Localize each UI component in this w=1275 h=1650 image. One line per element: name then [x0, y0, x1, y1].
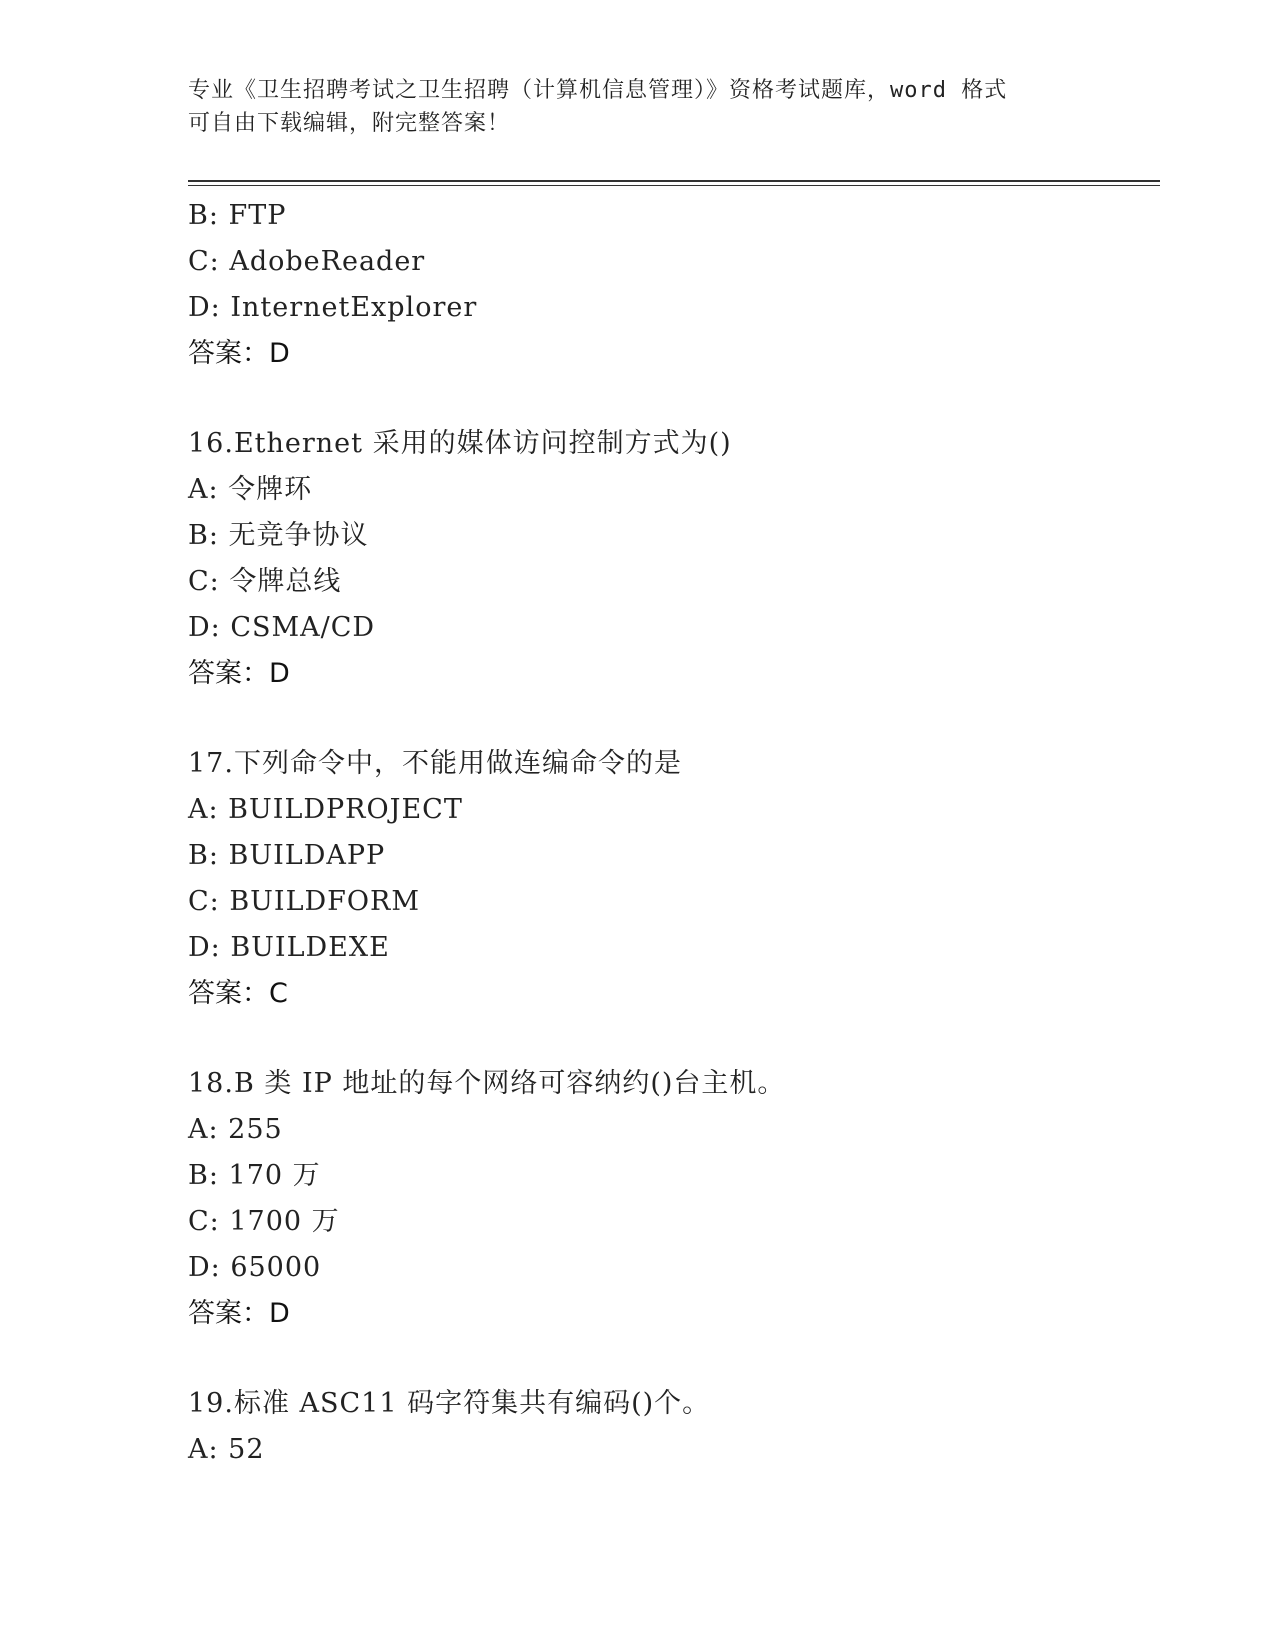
answer-line: 答案：D — [188, 658, 290, 689]
answer-line: 答案：C — [188, 978, 288, 1009]
option-b: B: 无竞争协议 — [188, 520, 369, 551]
question-block-19 — [188, 1381, 1148, 1473]
header-divider-top — [188, 180, 1160, 182]
document-header — [188, 74, 1088, 140]
option-d: D: CSMA/CD — [188, 612, 376, 643]
question-stem: 16.Ethernet 采用的媒体访问控制方式为() — [188, 428, 732, 459]
question-stem: 18.B 类 IP 地址的每个网络可容纳约()台主机。 — [188, 1068, 786, 1099]
option-a: A: 令牌环 — [188, 474, 313, 505]
question-list — [188, 193, 1148, 1473]
option-a: A: 255 — [188, 1114, 283, 1145]
answer-line: 答案：D — [188, 338, 290, 369]
header-line-1: 专业《卫生招聘考试之卫生招聘（计算机信息管理）》资格考试题库，word 格式 — [188, 78, 1008, 103]
question-block-18 — [188, 1061, 1148, 1337]
option-c: C: 1700 万 — [188, 1206, 340, 1237]
option-d: D: BUILDEXE — [188, 932, 390, 963]
question-stem: 17.下列命令中，不能用做连编命令的是 — [188, 748, 682, 779]
option-b: B: 170 万 — [188, 1160, 321, 1191]
header-divider-bottom — [188, 185, 1160, 186]
question-stem: 19.标准 ASC11 码字符集共有编码()个。 — [188, 1388, 711, 1419]
option-a: A: 52 — [188, 1434, 265, 1465]
question-block-16 — [188, 421, 1148, 697]
option-b: B: FTP — [188, 200, 287, 231]
question-block-17 — [188, 741, 1148, 1017]
option-c: C: 令牌总线 — [188, 566, 342, 597]
option-b: B: BUILDAPP — [188, 840, 386, 871]
question-block-partial — [188, 193, 1148, 377]
option-d: D: 65000 — [188, 1252, 322, 1283]
option-d: D: InternetExplorer — [188, 292, 478, 323]
option-c: C: BUILDFORM — [188, 886, 421, 917]
header-line-2: 可自由下载编辑，附完整答案！ — [188, 111, 511, 136]
option-c: C: AdobeReader — [188, 246, 426, 277]
option-a: A: BUILDPROJECT — [188, 794, 463, 825]
answer-line: 答案：D — [188, 1298, 290, 1329]
